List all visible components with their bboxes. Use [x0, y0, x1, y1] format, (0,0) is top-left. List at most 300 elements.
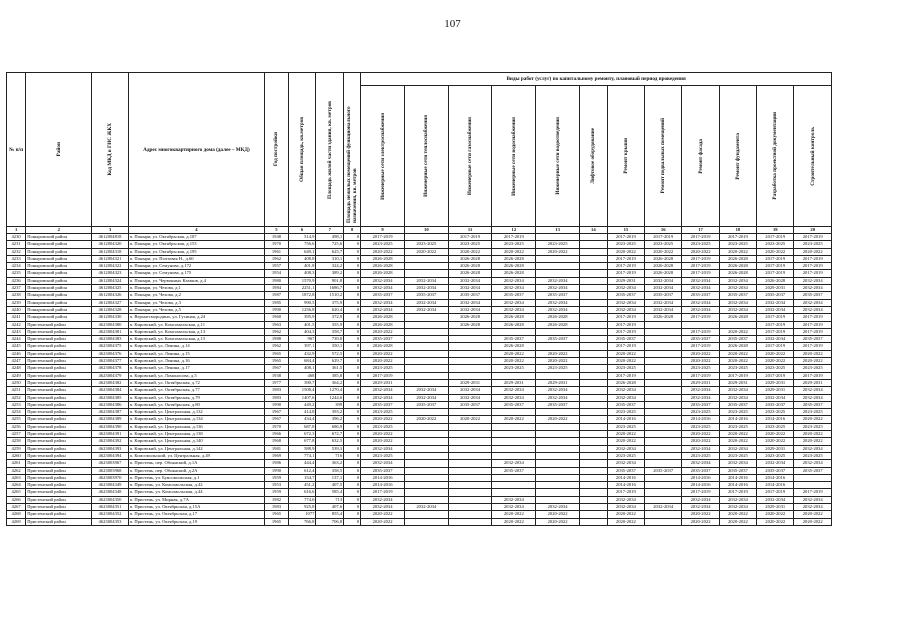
table-cell: 2017-2019 [682, 372, 719, 379]
table-header [7, 73, 832, 234]
table-cell: 4623004377 [92, 358, 128, 365]
table-cell: 2020-2022 [536, 358, 580, 365]
table-cell: Поныровский район [26, 248, 92, 255]
table-cell: 2035-2037 [361, 401, 405, 408]
table-cell: 2032-2034 [682, 277, 719, 284]
table-cell [579, 241, 607, 248]
table-cell [645, 423, 682, 430]
table-cell: 2032-2034 [492, 299, 536, 306]
table-cell [492, 489, 536, 496]
table-cell: 2020-2022 [607, 438, 644, 445]
table-cell: п. Кировский, ул. Комсомольская, д.15 [128, 336, 265, 343]
table-cell: 2035-2037 [361, 336, 405, 343]
table-cell: п. Кировский, ул. Центральная, д.136 [128, 423, 265, 430]
table-cell: Пристенский район [26, 489, 92, 496]
table-cell [645, 365, 682, 372]
table-cell: 1959 [265, 489, 288, 496]
header-number-19: 19 [757, 227, 794, 234]
table-cell: 1983 [265, 503, 288, 510]
table-cell [645, 416, 682, 423]
table-cell: 2026-2028 [645, 314, 682, 321]
table-row [7, 438, 832, 445]
table-cell: 1508,4 [288, 387, 316, 394]
table-cell: 1983 [265, 394, 288, 401]
table-cell: 407,6 [316, 503, 344, 510]
table-cell [448, 489, 492, 496]
table-cell: 4623004391 [92, 431, 128, 438]
table-cell: 0 [344, 343, 361, 350]
table-cell: 2020-2022 [492, 248, 536, 255]
table-cell: 0 [344, 467, 361, 474]
table-cell: 774,1 [288, 452, 316, 459]
table-cell: 2032-2034 [794, 394, 832, 401]
table-cell: 0 [344, 358, 361, 365]
table-cell [645, 431, 682, 438]
table-cell [645, 511, 682, 518]
table-cell: 401,5 [288, 321, 316, 328]
table-cell: 2023-2025 [607, 365, 644, 372]
table-cell [448, 496, 492, 503]
table-cell [492, 445, 536, 452]
table-cell: 2023-2025 [719, 452, 756, 459]
table-cell: 0 [344, 409, 361, 416]
table-cell [448, 365, 492, 372]
table-cell: 4266 [7, 496, 26, 503]
table-cell: п. Кировский, ул. Комсомольская, д.11 [128, 321, 265, 328]
table-cell: 2035-2037 [607, 401, 644, 408]
table-cell [492, 438, 536, 445]
table-cell: 686,9 [316, 423, 344, 430]
table-cell [536, 255, 580, 262]
table-cell: 2032-2034 [794, 387, 832, 394]
table-cell: Пристенский район [26, 394, 92, 401]
table-cell: 2014-2016 [719, 474, 756, 481]
header-number-1: 1 [7, 227, 26, 234]
table-cell: 2026-2028 [361, 321, 405, 328]
table-cell: 2035-2037 [536, 401, 580, 408]
table-cell: 2023-2025 [361, 365, 405, 372]
table-cell: 2023-2025 [719, 365, 756, 372]
table-cell: 2032-2034 [404, 277, 448, 284]
table-cell [579, 255, 607, 262]
table-cell: 713 [316, 496, 344, 503]
table-cell: 632,5 [316, 438, 344, 445]
table-cell: 4259 [7, 445, 26, 452]
header-col-7: Площадь жилой части здания, кв. метров [316, 73, 344, 227]
table-cell: 2023-2025 [492, 365, 536, 372]
table-cell: 2023-2025 [794, 409, 832, 416]
table-cell: 444,4 [288, 460, 316, 467]
table-row [7, 234, 832, 241]
table-cell: 1962 [265, 328, 288, 335]
table-cell: 0 [344, 255, 361, 262]
table-cell: 2032-2034 [645, 299, 682, 306]
table-cell [645, 445, 682, 452]
table-cell: 2020-2022 [682, 350, 719, 357]
header-number-15: 15 [607, 227, 644, 234]
table-cell: 1686,7 [316, 285, 344, 292]
table-cell: 1948 [265, 234, 288, 241]
table-cell: 1983 [265, 387, 288, 394]
table-cell [492, 409, 536, 416]
table-cell: 2020-2022 [492, 358, 536, 365]
header-col-4: Адрес многоквартирного дома (далее – МКД) [128, 73, 265, 227]
table-cell: 2032-2034 [645, 503, 682, 510]
table-cell: 4623004385 [92, 394, 128, 401]
table-cell: 4623004380 [92, 321, 128, 328]
table-cell [579, 372, 607, 379]
table-cell: 1988 [265, 336, 288, 343]
table-cell: 2014-2016 [757, 482, 794, 489]
table-cell [579, 350, 607, 357]
header-number-18: 18 [719, 227, 756, 234]
table-cell: 2032-2034 [794, 460, 832, 467]
table-cell: 2020-2022 [757, 438, 794, 445]
table-cell: 2017-2019 [794, 321, 832, 328]
table-cell: 4623004382 [92, 379, 128, 386]
table-cell: 2032-2034 [607, 460, 644, 467]
table-cell [448, 358, 492, 365]
table-cell [579, 460, 607, 467]
header-col-1: № п/п [7, 73, 26, 227]
table-cell: 2032-2034 [361, 277, 405, 284]
table-cell: 4623004386 [92, 401, 128, 408]
table-cell: 2017-2019 [645, 234, 682, 241]
table-cell [579, 248, 607, 255]
table-row [7, 379, 832, 386]
table-cell: 0 [344, 292, 361, 299]
table-cell: 2026-2028 [757, 277, 794, 284]
table-cell: 2032-2034 [404, 285, 448, 292]
table-cell: 2035-2037 [645, 292, 682, 299]
table-cell [645, 460, 682, 467]
table-cell: 2032-2034 [757, 496, 794, 503]
header-work-1: Инженерные сети электроснабжения [361, 86, 405, 227]
table-cell: 2032-2034 [536, 387, 580, 394]
table-cell: 0 [344, 372, 361, 379]
table-cell: 4234 [7, 263, 26, 270]
table-cell: 393,2 [316, 409, 344, 416]
table-cell: 1961 [265, 248, 288, 255]
table-cell: п. Поныри, ул. Семунова, д.172 [128, 263, 265, 270]
header-number-9: 9 [361, 227, 405, 234]
table-cell: 2032-2034 [794, 299, 832, 306]
table-cell: п. Поныри, ул. Октябрьская, д.195 [128, 248, 265, 255]
table-cell: 2032-2034 [719, 460, 756, 467]
table-cell: п. Кировский, ул. Ленина, д.17 [128, 365, 265, 372]
table-cell: п. Поныри, ул. Октябрьская, д.107 [128, 234, 265, 241]
table-cell: 0 [344, 270, 361, 277]
table-cell [579, 358, 607, 365]
table-cell: 2026-2028 [492, 321, 536, 328]
table-cell: 588,9 [288, 445, 316, 452]
table-cell [645, 372, 682, 379]
table-cell: 2017-2019 [682, 314, 719, 321]
table-cell: Поныровский район [26, 255, 92, 262]
table-cell: 1985 [265, 299, 288, 306]
table-cell [404, 445, 448, 452]
table-cell: 2032-2034 [492, 394, 536, 401]
table-cell: 4249 [7, 372, 26, 379]
table-cell: 324,2 [316, 263, 344, 270]
table-cell: 2035-2037 [607, 292, 644, 299]
table-row [7, 518, 832, 525]
table-cell [404, 474, 448, 481]
table-cell: 514,9 [288, 234, 316, 241]
table-cell: Пристенский район [26, 365, 92, 372]
header-number-17: 17 [682, 227, 719, 234]
table-cell: п. Кировский, ул. Ленина, д.14 [128, 343, 265, 350]
table-cell: 716 [316, 452, 344, 459]
table-cell: 2017-2019 [607, 234, 644, 241]
table-cell: 2032-2034 [361, 285, 405, 292]
table-cell: 4247 [7, 358, 26, 365]
header-number-14: 14 [579, 227, 607, 234]
table-cell: 408,3 [288, 270, 316, 277]
table-cell: 4245 [7, 343, 26, 350]
table-cell: 364,2 [316, 379, 344, 386]
table-cell: 2020-2022 [682, 358, 719, 365]
table-cell: 2032-2034 [794, 445, 832, 452]
table-cell: 2017-2019 [607, 321, 644, 328]
table-cell: 2023-2025 [492, 241, 536, 248]
table-cell: 4612004322 [92, 263, 128, 270]
table-cell: 1957 [265, 263, 288, 270]
table-cell: 2020-2022 [719, 511, 756, 518]
table-cell: 4261 [7, 460, 26, 467]
table-cell: 2023-2025 [645, 241, 682, 248]
table-cell: п. Пристень, ул. Октябрьская, д.19 [128, 518, 265, 525]
table-cell: 2032-2034 [361, 387, 405, 394]
table-cell: 2017-2019 [794, 234, 832, 241]
table-cell: 2026-2028 [719, 314, 756, 321]
table-cell: 2035-2037 [719, 467, 756, 474]
table-cell [645, 336, 682, 343]
table-cell: 2020-2022 [607, 248, 644, 255]
table-cell: 4237 [7, 285, 26, 292]
table-cell: 2032-2034 [361, 394, 405, 401]
table-cell: 2032-2034 [404, 387, 448, 394]
table-cell: 2032-2034 [794, 277, 832, 284]
table-cell: 2020-2022 [719, 518, 756, 525]
table-cell: Пристенский район [26, 518, 92, 525]
table-cell: 2032-2034 [719, 387, 756, 394]
table-cell: 756,6 [288, 241, 316, 248]
table-cell [579, 285, 607, 292]
table-cell: 4257 [7, 431, 26, 438]
table-cell: 4623004352 [92, 511, 128, 518]
table-cell: 739,8 [316, 336, 344, 343]
table-cell: 2032-2034 [682, 460, 719, 467]
table-cell: п. Кировский, ул. Октябрьская, д.79 [128, 394, 265, 401]
header-number-4: 4 [128, 227, 265, 234]
table-cell: 4256 [7, 423, 26, 430]
table-cell [404, 452, 448, 459]
table-cell [404, 489, 448, 496]
table-cell: п. Кировский, ул. Ленина, д.16 [128, 358, 265, 365]
table-cell: 684,4 [288, 358, 316, 365]
table-cell: 4236 [7, 277, 26, 284]
table-cell: 2017-2019 [757, 343, 794, 350]
table-cell: 2029-2031 [448, 379, 492, 386]
table-cell: 0 [344, 365, 361, 372]
table-cell [404, 438, 448, 445]
table-cell [645, 518, 682, 525]
table-cell [492, 372, 536, 379]
table-cell: 2014-2016 [682, 482, 719, 489]
table-cell [579, 445, 607, 452]
table-cell: 2020-2022 [757, 511, 794, 518]
table-cell [404, 343, 448, 350]
table-cell: 2020-2022 [361, 328, 405, 335]
table-cell: 2020-2022 [361, 350, 405, 357]
table-cell: 2020-2022 [682, 438, 719, 445]
table-cell: Пристенский район [26, 416, 92, 423]
table-cell: 2017-2019 [682, 234, 719, 241]
table-cell: 1407,6 [288, 394, 316, 401]
table-cell: 2017-2019 [607, 314, 644, 321]
table-cell [536, 234, 580, 241]
table-cell: 2020-2022 [682, 511, 719, 518]
table-cell: 616,6 [288, 489, 316, 496]
table-cell [579, 518, 607, 525]
table-cell: 1984 [265, 285, 288, 292]
table-cell [579, 263, 607, 270]
header-number-3: 3 [92, 227, 128, 234]
table-cell: 2020-2022 [794, 438, 832, 445]
table-cell [536, 423, 580, 430]
table-cell: 407,5 [316, 482, 344, 489]
table-cell: 2020-2022 [719, 248, 756, 255]
table-cell: 396,2 [316, 416, 344, 423]
table-cell: 2023-2025 [794, 452, 832, 459]
table-cell [579, 299, 607, 306]
table-cell: 2032-2034 [682, 285, 719, 292]
table-cell: п. Поныри, ул. Чехова, д.3 [128, 299, 265, 306]
table-cell: Пристенский район [26, 474, 92, 481]
table-cell: 2020-2022 [682, 248, 719, 255]
table-cell: 2017-2019 [757, 489, 794, 496]
table-cell: Пристенский район [26, 496, 92, 503]
table-cell: 2032-2034 [607, 285, 644, 292]
table-cell: 1969 [265, 452, 288, 459]
table-cell: 2029-2031 [757, 503, 794, 510]
table-cell [645, 358, 682, 365]
table-cell: 2026-2028 [361, 270, 405, 277]
table-cell: 2023-2025 [607, 452, 644, 459]
table-cell: 2029-2031 [757, 445, 794, 452]
table-cell: 855,4 [316, 511, 344, 518]
table-cell [579, 321, 607, 328]
table-cell: 2020-2022 [682, 431, 719, 438]
table-cell: 2020-2022 [794, 431, 832, 438]
table-cell [404, 496, 448, 503]
header-work-11: Разработка проектной документации [757, 86, 794, 227]
table-cell: 2026-2028 [719, 270, 756, 277]
table-cell: 2020-2022 [719, 431, 756, 438]
table-cell: 901,8 [316, 277, 344, 284]
table-cell: п. Кировский, ул. Центральная, д.138 [128, 431, 265, 438]
table-cell: Пристенский район [26, 438, 92, 445]
table-cell: Пристенский район [26, 511, 92, 518]
table-cell: 4623003970 [92, 474, 128, 481]
header-number-13: 13 [536, 227, 580, 234]
table-cell: 2017-2019 [607, 270, 644, 277]
table-cell: 408,1 [288, 365, 316, 372]
table-cell: 2017-2019 [719, 234, 756, 241]
table-cell: 1963 [265, 321, 288, 328]
table-cell [794, 482, 832, 489]
table-cell: 2032-2034 [794, 496, 832, 503]
table-cell: 2035-2037 [492, 336, 536, 343]
table-cell: 4232 [7, 248, 26, 255]
table-cell [579, 423, 607, 430]
table-cell: 1965 [265, 358, 288, 365]
table-cell: 2014-2016 [607, 482, 644, 489]
table-cell: 4612004318 [92, 248, 128, 255]
table-cell [536, 431, 580, 438]
table-cell: 2020-2022 [492, 518, 536, 525]
table-cell: Поныровский район [26, 277, 92, 284]
table-cell: 2023-2025 [361, 423, 405, 430]
table-row [7, 401, 832, 408]
table-row [7, 431, 832, 438]
table-cell: 2035-2037 [794, 467, 832, 474]
table-cell: 1981 [265, 445, 288, 452]
table-cell: п. Пристень, пер. Обоянский, д.2А [128, 467, 265, 474]
table-cell: 2032-2034 [404, 394, 448, 401]
table-cell [579, 452, 607, 459]
table-cell: Пристенский район [26, 336, 92, 343]
table-cell [645, 438, 682, 445]
table-cell: 0 [344, 438, 361, 445]
table-cell: 4269 [7, 518, 26, 525]
table-row [7, 241, 832, 248]
header-col-5: Год постройки [265, 73, 288, 227]
table-cell: 2035-2037 [794, 292, 832, 299]
table-cell: п. Поныри, ул. Чехова, д.1 [128, 285, 265, 292]
table-cell [536, 489, 580, 496]
table-cell: 2023-2025 [757, 241, 794, 248]
table-cell: 2032-2034 [492, 306, 536, 313]
table-cell: 1270,4 [316, 387, 344, 394]
table-cell: 2020-2022 [719, 350, 756, 357]
table-cell: 2032-2034 [492, 503, 536, 510]
table-cell: 1959 [265, 474, 288, 481]
header-number-16: 16 [645, 227, 682, 234]
table-cell: 2026-2028 [536, 321, 580, 328]
table-cell [536, 445, 580, 452]
table-cell: 4612004818 [92, 234, 128, 241]
table-cell: 672,7 [316, 431, 344, 438]
table-cell: 2017-2019 [719, 372, 756, 379]
table-row [7, 292, 832, 299]
table-cell: п. Кировский, ул. Центральная, д.132 [128, 409, 265, 416]
table-cell: 2023-2025 [719, 241, 756, 248]
table-cell: 0 [344, 489, 361, 496]
table-cell [448, 452, 492, 459]
table-cell [404, 263, 448, 270]
table-cell: п. Кировский, ул. Октябрьская, д.80 [128, 401, 265, 408]
table-cell: 2032-2034 [361, 460, 405, 467]
table-cell: 2020-2022 [607, 518, 644, 525]
table-cell: 4623004350 [92, 496, 128, 503]
table-cell: 449,2 [288, 401, 316, 408]
table-cell: 706,8 [316, 518, 344, 525]
table-cell: п. Поныри, ул. Октябрьская, д.153 [128, 241, 265, 248]
table-cell: 358,7 [316, 328, 344, 335]
table-cell: 4612004324 [92, 277, 128, 284]
